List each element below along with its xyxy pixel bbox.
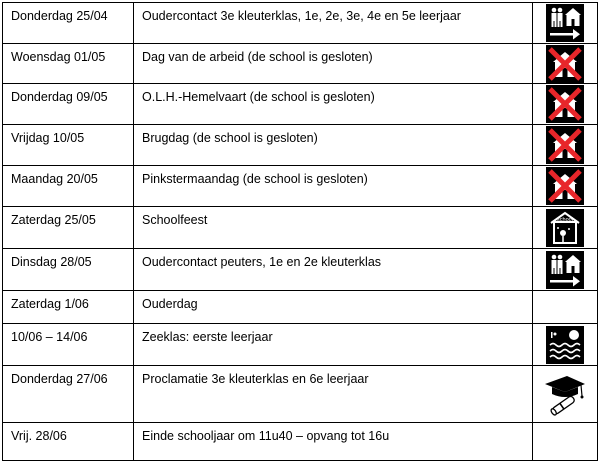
empty-icon-cell: [533, 291, 598, 324]
sea-class-icon: [546, 326, 584, 364]
date-cell: Vrij. 28/06: [3, 423, 134, 461]
table-row: [3, 3, 598, 44]
date-cell: Zaterdag 25/05: [3, 207, 134, 249]
graduation-icon: [543, 372, 587, 416]
date-cell: Maandag 20/05: [3, 166, 134, 207]
event-cell: Brugdag (de school is gesloten): [134, 125, 533, 166]
date-cell: 10/06 – 14/06: [3, 324, 134, 366]
parents-school-arrow-icon: [546, 4, 584, 42]
date-cell: Donderdag 27/06: [3, 366, 134, 423]
svg-text:school: school: [557, 216, 573, 223]
table-row: [3, 125, 598, 166]
event-cell: Proclamatie 3e kleuterklas en 6e leerjaar: [134, 366, 533, 423]
table-row: [3, 324, 598, 366]
calendar-table: [2, 2, 598, 461]
date-cell: Zaterdag 1/06: [3, 291, 134, 324]
date-cell: Vrijdag 10/05: [3, 125, 134, 166]
table-row: [3, 291, 598, 324]
event-cell: O.L.H.-Hemelvaart (de school is gesloten): [134, 84, 533, 125]
date-cell: Dinsdag 28/05: [3, 249, 134, 291]
event-cell: Schoolfeest: [134, 207, 533, 249]
empty-icon-cell: [533, 423, 598, 461]
table-row: [3, 366, 598, 423]
school-closed-icon: [546, 85, 584, 123]
event-cell: Ouderdag: [134, 291, 533, 324]
table-row: [3, 207, 598, 249]
school-closed-icon: [546, 45, 584, 83]
event-cell: Pinkstermaandag (de school is gesloten): [134, 166, 533, 207]
date-cell: Woensdag 01/05: [3, 44, 134, 84]
parents-school-arrow-icon: [546, 251, 584, 289]
date-cell: Donderdag 25/04: [3, 3, 134, 44]
event-cell: Oudercontact 3e kleuterklas, 1e, 2e, 3e, 4e en 5e leerjaar: [134, 3, 533, 44]
school-closed-icon: [546, 167, 584, 205]
table-row: [3, 84, 598, 125]
date-cell: Donderdag 09/05: [3, 84, 134, 125]
table-row: [3, 423, 598, 461]
table-row: [3, 249, 598, 291]
school-party-icon: [546, 209, 584, 247]
event-cell: Zeeklas: eerste leerjaar: [134, 324, 533, 366]
event-cell: Dag van de arbeid (de school is gesloten): [134, 44, 533, 84]
table-row: [3, 44, 598, 84]
event-cell: Oudercontact peuters, 1e en 2e kleuterklas: [134, 249, 533, 291]
event-cell: Einde schooljaar om 11u40 – opvang tot 16u: [134, 423, 533, 461]
table-row: [3, 166, 598, 207]
school-closed-icon: [546, 126, 584, 164]
